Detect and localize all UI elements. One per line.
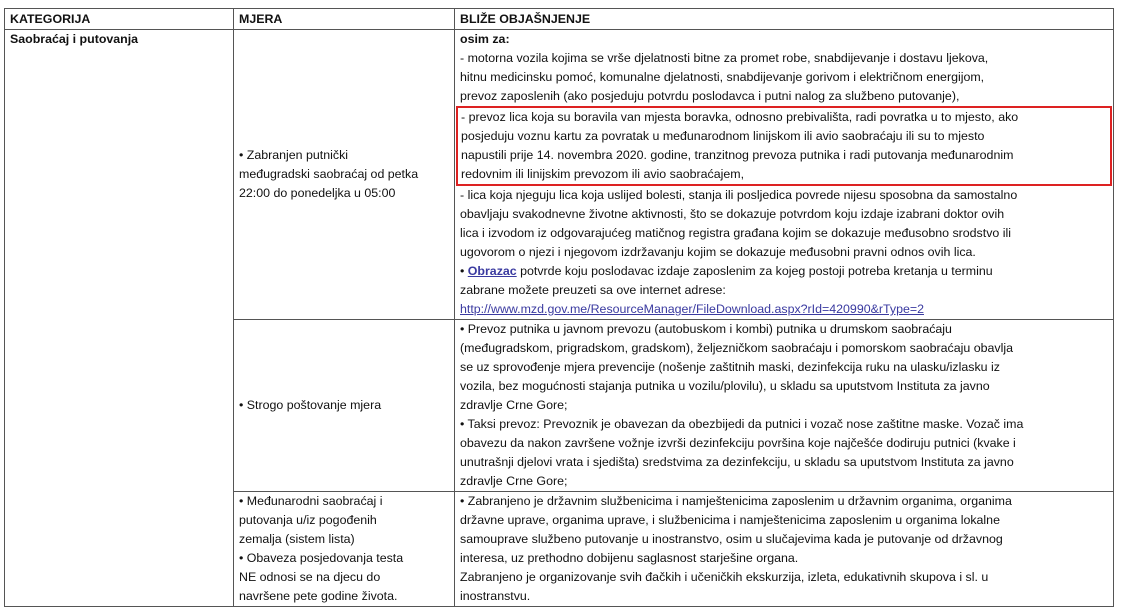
download-url-link[interactable]: http://www.mzd.gov.me/ResourceManager/FileDownload.aspx?rId=420990&rType=2 <box>460 302 924 316</box>
explanation-paragraph: • Prevoz putnika u javnom prevozu (autobuskom i kombi) putnika u drumskom saobraćaju (međugradskom, prigradskom, gradskom), željezničkom saobraćaju i pomorskom saobraćaju obavlja se uz sprovođenje mjera prevencije (nošenje zaštitnih maski, dezinfekcija ruku na ulasku/izlasku iz vozila, bez mogućnosti stajanja putnika u vozilu/plovilu), u skladu sa uputstvom Instituta za javno zdravlje Crne Gore; <box>460 322 1013 412</box>
table-row <box>5 30 1114 320</box>
header-objasnjenje: BLIŽE OBJAŠNJENJE <box>455 9 1114 30</box>
measure-cell: • Zabranjen putnički međugradski saobraćaj od petka 22:00 do ponedeljka u 05:00 <box>234 30 455 320</box>
explanation-paragraph: Zabranjeno je organizovanje svih đačkih i učeničkih ekskurzija, izleta, edukativnih skupova i sl. u inostranstvu. <box>460 570 989 603</box>
explanation-paragraph: • Taksi prevoz: Prevoznik je obavezan da obezbijedi da putnici i vozač nose zaštitne maske. Vozač ima obavezu da nakon završene vožnje izvrši dezinfekciju površina koje najčešće dodiruju putnici (kvake i unutrašnji djelovi vrata i sjedišta) sredstvima za dezinfekciju, u skladu sa uputstvom Instituta za javno zdravlje Crne Gore; <box>460 417 1024 488</box>
header-mjera: MJERA <box>234 9 455 30</box>
explanation-paragraph: - lica koja njeguju lica koja uslijed bolesti, stanja ili posljedica povrede nijesu sposobna da samostalno obavljaju svakodnevne životne aktivnosti, što se dokazuje potvrdom koju izdaje izabrani doktor ovih lica i izvodom iz odgovarajućeg matičnog registra građana kojim se dokazuje međusobno srodstvo ili ugovorom o njezi i njegovom izdržavanju kojim se dokazuje međusobni pravni odnos ovih lica. <box>460 188 1018 259</box>
measure-cell: • Strogo poštovanje mjera <box>234 320 455 492</box>
measure-cell: • Međunarodni saobraćaj i putovanja u/iz pogođenih zemalja (sistem lista) • Obaveza posjedovanja testa NE odnosi se na djecu do navršene pete godine života. <box>234 492 455 607</box>
obrazac-paragraph <box>460 262 1108 300</box>
obrazac-link[interactable]: Obrazac <box>467 264 517 278</box>
explanation-cell <box>455 320 1114 492</box>
explanation-paragraph: • Zabranjeno je državnim službenicima i namještenicima zaposlenim u državnim organima, organima državne uprave, organima uprave, i službenicima i namještenicima zaposlenim u organima lokalne samouprave službeno putovanje u inostranstvo, osim u slučajevima kada je putovanje od državnog interesa, uz prethodno dobijenu saglasnost starješine organa. <box>460 494 1012 565</box>
explanation-cell <box>455 30 1114 320</box>
category-cell: Saobraćaj i putovanja <box>5 30 234 607</box>
obrazac-text: potvrde koju poslodavac izdaje zaposlenim za kojeg postoji potreba kretanja u terminu zabrane možete preuzeti sa ove internet adrese: <box>460 264 993 297</box>
highlighted-paragraph: - prevoz lica koja su boravila van mjesta boravka, odnosno prebivališta, radi povratka u to mjesto, ako posjeduju voznu kartu za povratak u međunarodnom linijskom ili avio saobraćaju ili su to mjesto napustili prije 14. novembra 2020. godine, tranzitnog prevoza putnika i radi putovanja međunarodnim redovnim ili linijskim prevozom ili avio saobraćajem, <box>456 106 1112 186</box>
osim-za-label: osim za: <box>460 32 510 46</box>
bullet: • <box>460 264 468 278</box>
table-header-row <box>5 9 1114 30</box>
measures-table <box>4 8 1114 607</box>
header-kategorija: KATEGORIJA <box>5 9 234 30</box>
explanation-cell <box>455 492 1114 607</box>
explanation-paragraph: - motorna vozila kojima se vrše djelatnosti bitne za promet robe, snabdijevanje i dostavu ljekova, hitnu medicinsku pomoć, komunalne djelatnosti, snabdijevanje gorivom i električnom energijom, prevoz zaposlenih (ako posjeduju potvrdu poslodavca i putni nalog za službeno putovanje), <box>460 51 989 103</box>
